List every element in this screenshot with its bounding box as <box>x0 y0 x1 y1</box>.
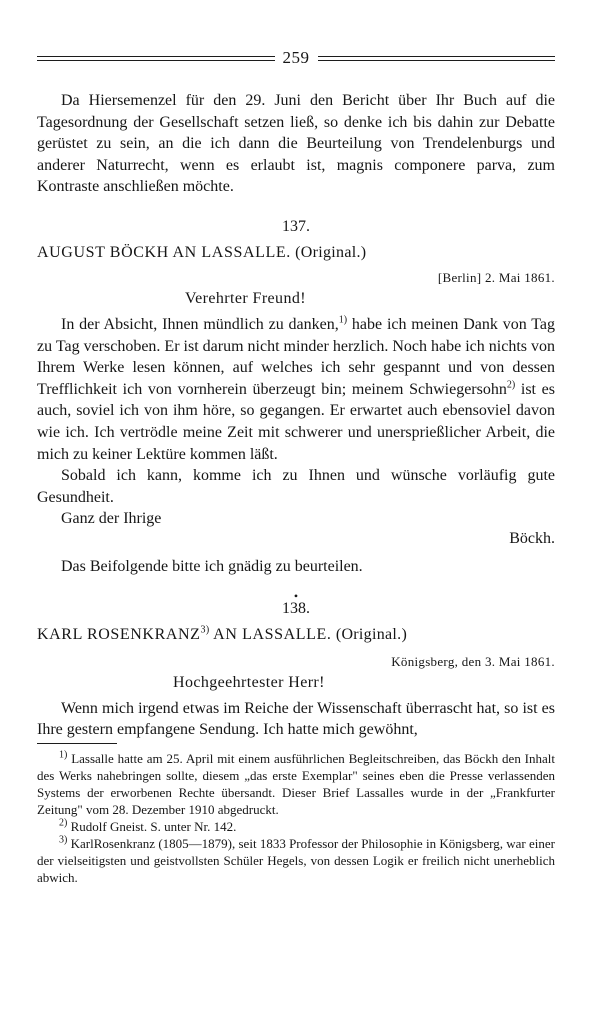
footnote-ref-1: 1) <box>338 314 348 326</box>
header-rule-right <box>318 56 556 61</box>
footnote-3 <box>37 835 555 886</box>
book-page <box>37 46 555 886</box>
bullet-dot: • <box>293 588 299 603</box>
letter-138-heading-note: (Original.) <box>335 625 408 643</box>
letter-137-heading <box>37 244 555 262</box>
letter-137-paragraph-2: Sobald ich kann, komme ich zu Ihnen und wünsche vorläufig gute Gesundheit. <box>37 467 555 506</box>
footnotes <box>37 750 555 886</box>
letter-138-heading <box>37 626 555 644</box>
letter-137-paragraph-1 <box>37 314 555 465</box>
footnote-2-mark: 2) <box>59 817 68 829</box>
letter-138-salutation: Hochgeehrtester Herr! <box>173 673 325 691</box>
letter-138-heading-name: KARL ROSENKRANZ <box>37 625 201 643</box>
letter-138-number: 138. <box>282 599 310 617</box>
letter-137-dateline: [Berlin] 2. Mai 1861. <box>437 269 555 285</box>
footnote-ref-2: 2) <box>506 379 516 391</box>
letter-138-dateline: Königsberg, den 3. Mai 1861. <box>391 653 555 669</box>
intro-paragraph: Da Hiersemenzel für den 29. Juni den Bericht über Ihr Buch auf die Tagesordnung der Gesellschaft setzen ließ, so denke ich bis dahin zur Debatte gerüstet zu sein, an die ich dann die Beurteilung von Trendelenburgs und anderer Naturrecht, wenn es erlaubt ist, magnis componere parva, zum Kontraste anschließen möchte. <box>37 92 555 196</box>
letter-137-closing: Ganz der Ihrige <box>61 510 162 528</box>
footnote-3-mark: 3) <box>59 834 68 846</box>
letter-137-p1-part-b: habe ich meinen Dank von Tag zu Tag verschoben. Er ist darum nicht minder herzlich. Noch habe ich nichts von Ihrem Werke lesen können, auf welches ich sehr gespannt und von dessen Trefflichkeit ich von vornherein überzeugt bin; meinem Schwiegersohn <box>37 315 555 398</box>
page-header <box>37 46 555 70</box>
page-number: 259 <box>282 48 310 67</box>
letter-137-signature: Böckh. <box>509 529 555 547</box>
letter-137-postscript: Das Beifolgende bitte ich gnädig zu beurteilen. <box>61 557 363 575</box>
letter-137-p1-part-c: ist es auch, soviel ich von ihm höre, so gegangen. Er erwartet auch ebensoviel davon wie ich. Ich vertrödle meine Zeit mit schwerer und unersprießlicher Arbeit, die mich zu keiner Lektüre kommen läßt. <box>37 380 556 463</box>
footnote-ref-3: 3) <box>200 624 210 636</box>
letter-137-salutation: Verehrter Freund! <box>185 289 306 307</box>
footnote-2-text: Rudolf Gneist. S. unter Nr. 142. <box>67 818 237 834</box>
footnote-3-text: KarlRosenkranz (1805—1879), seit 1833 Professor der Philosophie in Königsberg, war einer der vielseitigsten und geistvollsten Schüler Hegels, von dessen Logik er freilich nicht unerheblich abwich. <box>37 835 555 885</box>
footnote-2 <box>37 818 555 835</box>
letter-137-number: 137. <box>282 217 310 235</box>
letter-138-heading-rest: AN LASSALLE. <box>209 625 332 643</box>
footnote-separator <box>37 743 117 744</box>
letter-138-number-block <box>37 588 555 618</box>
footnote-1-text: Lassalle hatte am 25. April mit einem ausführlichen Begleitschreiben, das Böckh den Inhalt des Werks nahebringen sollte, diesem „das erste Exemplar" seines eben die Presse verlassenden Systems der erworbenen Rechte übersandt. Dieser Brief Lassalles wurde in der „Frankfurter Zeitung" vom 28. Dezember 1910 abgedruckt. <box>37 750 555 817</box>
letter-137-p1-part-a: In der Absicht, Ihnen mündlich zu danken, <box>61 315 339 333</box>
letter-137-heading-note: (Original.) <box>295 243 367 261</box>
footnote-1 <box>37 750 555 818</box>
letter-137-heading-names: AUGUST BÖCKH AN LASSALLE. <box>37 243 291 261</box>
footnote-1-mark: 1) <box>59 749 68 761</box>
letter-138-paragraph-1: Wenn mich irgend etwas im Reiche der Wissenschaft überrascht hat, so ist es Ihre gestern empfangene Sendung. Ich hatte mich gewöhnt, <box>37 699 555 739</box>
header-rule-left <box>37 56 275 61</box>
